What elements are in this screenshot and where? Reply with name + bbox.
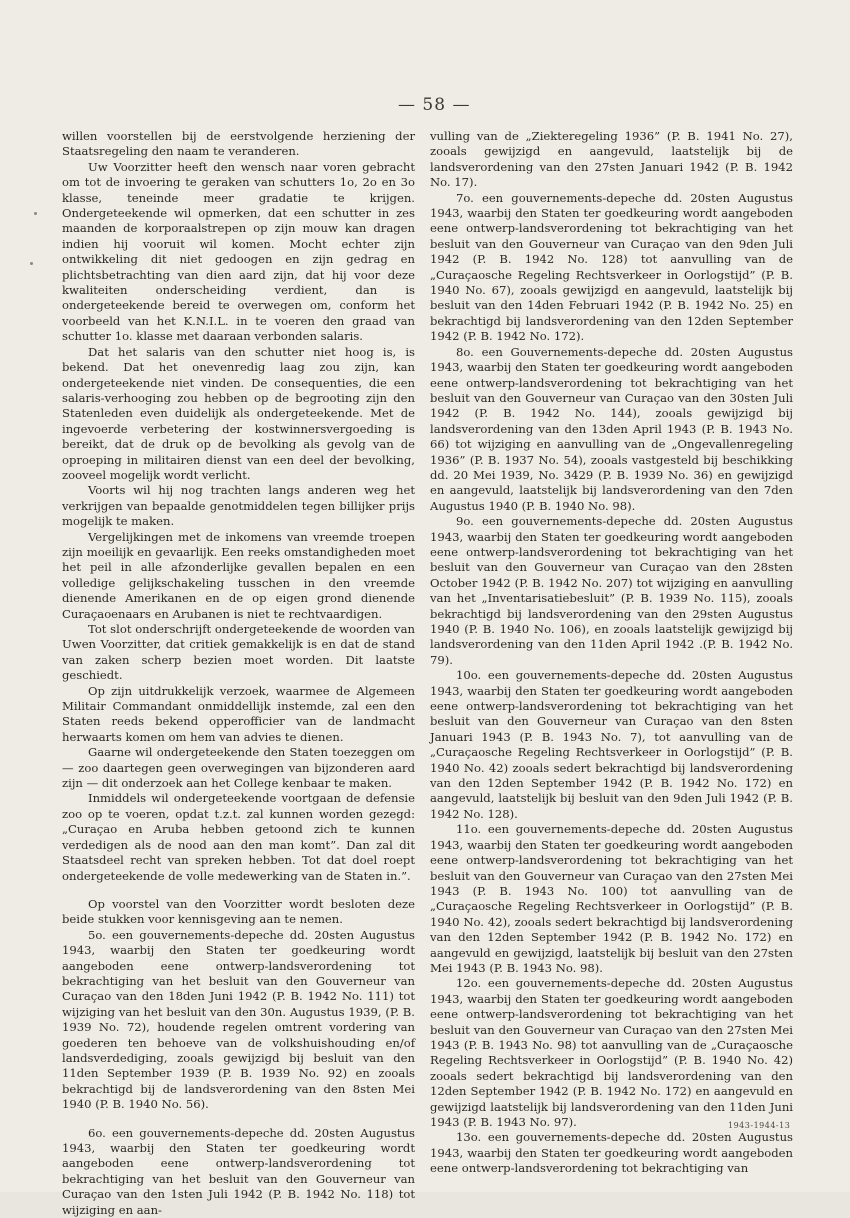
left-text-column bbox=[62, 129, 415, 1217]
paragraph: 9o. een gouvernements-depeche dd. 20sten Augustus 1943, waarbij den Staten ter goedkeuring wordt aangeboden eene ontwerp-landsverordening tot bekrachtiging van het besluit van den Gouverneur van Curaçao van den 28sten October 1942 (P. B. 1942 No. 207) tot wijziging en aanvulling van het „Inventarisatiebesluit” (P. B. 1939 No. 115), zooals bekrachtigd bij landsverordening van den 29sten Augustus 1940 (P. B. 1940 No. 106), en zooals laatstelijk gewijzigd bij landsverordening van den 11den April 1942 .(P. B. 1942 No. 79). bbox=[430, 514, 793, 667]
archive-footer-note: 1943-1944-13 bbox=[728, 1121, 791, 1130]
paragraph: 8o. een Gouvernements-depeche dd. 20sten Augustus 1943, waarbij den Staten ter goedkeuring wordt aangeboden eene ontwerp-landsverordening tot bekrachtiging van het besluit van den Gouverneur van Curaçao van den 30sten Juli 1942 (P. B. 1942 No. 144), zooals gewijzigd bij landsverordening van den 13den April 1943 (P. B. 1943 No. 66) tot wijziging en aanvulling van de „Ongevallenregeling 1936” (P. B. 1937 No. 54), zooals vastgesteld bij beschikking dd. 20 Mei 1939, No. 3429 (P. B. 1939 No. 36) en gewijzigd en aangevuld, laatstelijk bij landsverordening van den 7den Augustus 1940 (P. B. 1940 No. 98). bbox=[430, 344, 793, 513]
punch-mark bbox=[30, 262, 33, 265]
paragraph: Uw Voorzitter heeft den wensch naar voren gebracht om tot de invoering te geraken van schutters 1o, 2o en 3o klasse, teneinde meer gradatie te krijgen. Ondergeteekende wil opmerken, dat een schutter in zes maanden de korporaalstrepen op zijn mouw kan dragen indien hij vooruit wil komen. Mocht echter zijn ontwikkeling dit niet gedoogen en zijn gedrag en plichtsbetrachting van dien aard zijn, dat hij voor deze kwaliteiten onderscheiding verdient, dan is ondergeteekende bereid te overwegen om, conform het voorbeeld van het K.N.I.L. in te voeren den graad van schutter 1o. klasse met daaraan verbonden salaris. bbox=[62, 159, 415, 344]
paragraph: Op voorstel van den Voorzitter wordt besloten deze beide stukken voor kennisgeving aan te nemen. bbox=[62, 896, 415, 927]
punch-mark bbox=[34, 212, 37, 215]
paragraph: Inmiddels wil ondergeteekende voortgaan de defensie zoo op te voeren, opdat t.z.t. zal kunnen worden gezegd: „Curaçao en Aruba hebben getoond zich te kunnen verdedigen als de nood aan den man komt”. Dan zal dit Staatsdeel recht van spreken hebben. Tot dat doel roept ondergeteekende de volle medewerking van de Staten in.”. bbox=[62, 791, 415, 883]
paragraph: Vergelijkingen met de inkomens van vreemde troepen zijn moeilijk en gevaarlijk. Een reeks omstandigheden moet het peil in alle afzonderlijke gevallen bepalen en een volledige gelijkschakeling tusschen in den vreemde dienende Amerikanen en de op eigen grond dienende Curaçaoenaars en Arubanen is niet te rechtvaardigen. bbox=[62, 529, 415, 621]
paragraph: 5o. een gouvernements-depeche dd. 20sten Augustus 1943, waarbij den Staten ter goedkeuring wordt aangeboden eene ontwerp-landsverordening tot bekrachtiging van het besluit van den Gouverneur van Curaçao van den 18den Juni 1942 (P. B. 1942 No. 111) tot wijziging van het besluit van den 30n. Augustus 1939, (P. B. 1939 No. 72), houdende regelen omtrent vordering van goederen ten behoeve van de volkshuishouding en/of landsverdediging, zooals gewijzigd bij besluit van den 11den September 1939 (P. B. 1939 No. 92) en zooals bekrachtigd bij de landsverordening van den 8sten Mei 1940 (P. B. 1940 No. 56). bbox=[62, 927, 415, 1112]
paragraph: 13o. een gouvernements-depeche dd. 20sten Augustus 1943, waarbij den Staten ter goedkeuring wordt aangeboden eene ontwerp-landsverordening tot bekrachtiging van bbox=[430, 1130, 793, 1176]
paragraph: 11o. een gouvernements-depeche dd. 20sten Augustus 1943, waarbij den Staten ter goedkeuring wordt aangeboden eene ontwerp-landsverordening tot bekrachtiging van het besluit van den Gouverneur van Curaçao van den 27sten Mei 1943 (P. B. 1943 No. 100) tot aanvulling van de „Curaçaosche Regeling Rechtsverkeer in Oorlogstijd” (P. B. 1940 No. 42), zooals sedert bekrachtigd bij landsverordening van den 12den September 1942 (P. B. 1942 No. 172) en aangevuld en gewijzigd, laatstelijk bij besluit van den 27sten Mei 1943 (P. B. 1943 No. 98). bbox=[430, 822, 793, 975]
paragraph: willen voorstellen bij de eerstvolgende herziening der Staatsregeling den naam te veranderen. bbox=[62, 129, 415, 159]
paragraph: 12o. een gouvernements-depeche dd. 20sten Augustus 1943, waarbij den Staten ter goedkeuring wordt aangeboden eene ontwerp-landsverordening tot bekrachtiging van het besluit van den Gouverneur van Curaçao van den 27sten Mei 1943 (P. B. 1943 No. 98) tot aanvulling van de „Curaçaosche Regeling Rechtsverkeer in Oorlogstijd” (P. B. 1940 No. 42) zooals sedert bekrachtigd bij landsverordening van den 12den September 1942 (P. B. 1942 No. 172) en aangevuld en gewijzigd laatstelijk bij landsverordening van den 11den Juni 1943 (P. B. 1943 No. 97). bbox=[430, 976, 793, 1129]
page-number: — 58 — bbox=[398, 95, 471, 115]
paragraph: Tot slot onderschrijft ondergeteekende de woorden van Uwen Voorzitter, dat critiek gemakkelijk is en dat de stand van zaken scherp bezien moet worden. Dit laatste geschiedt. bbox=[62, 622, 415, 683]
paragraph: Dat het salaris van den schutter niet hoog is, is bekend. Dat het onevenredig laag zou zijn, kan ondergeteekende niet vinden. De consequenties, die een salaris-verhooging zou hebben op de begrooting zijn den Statenleden even duidelijk als ondergeteekende. Met de ingevoerde verbetering der kostwinnersvergoeding is bereikt, dat de druk op de bevolking als gevolg van de oproeping in militairen dienst van een deel der bevolking, zooveel mogelijk wordt verlicht. bbox=[62, 344, 415, 482]
paragraph: 6o. een gouvernements-depeche dd. 20sten Augustus 1943, waarbij den Staten ter goedkeuring wordt aangeboden eene ontwerp-landsverordening tot bekrachtiging van het besluit van den Gouverneur van Curaçao van den 1sten Juli 1942 (P. B. 1942 No. 118) tot wijziging en aan- bbox=[62, 1125, 415, 1217]
paragraph: 10o. een gouvernements-depeche dd. 20sten Augustus 1943, waarbij den Staten ter goedkeuring wordt aangeboden eene ontwerp-landsverordening tot bekrachtiging van het besluit van den Gouverneur van Curaçao van den 8sten Januari 1943 (P. B. 1943 No. 7), tot aanvulling van de „Curaçaosche Regeling Rechtsverkeer in Oorlogstijd” (P. B. 1940 No. 42) zooals sedert bekrachtigd bij landsverordening van den 12den September 1942 (P. B. 1942 No. 172) en aangevuld, laatstelijk bij besluit van den 9den Juli 1942 (P. B. 1942 No. 128). bbox=[430, 668, 793, 821]
paragraph: Op zijn uitdrukkelijk verzoek, waarmee de Algemeen Militair Commandant onmiddellijk instemde, zal een den Staten reeds bekend opperofficier van de landmacht herwaarts komen om hem van advies te dienen. bbox=[62, 683, 415, 744]
paragraph: vulling van de „Ziekteregeling 1936” (P. B. 1941 No. 27), zooals gewijzigd en aangevuld, laatstelijk bij de landsverordening van den 27sten Januari 1942 (P. B. 1942 No. 17). bbox=[430, 129, 793, 190]
paragraph: 7o. een gouvernements-depeche dd. 20sten Augustus 1943, waarbij den Staten ter goedkeuring wordt aangeboden eene ontwerp-landsverordening tot bekrachtiging van het besluit van den Gouverneur van Curaçao van den 9den Juli 1942 (P. B. 1942 No. 128) tot aanvulling van de „Curaçaosche Regeling Rechtsverkeer in Oorlogstijd” (P. B. 1940 No. 67), zooals gewijzigd en aangevuld, laatstelijk bij besluit van den 14den Februari 1942 (P. B. 1942 No. 25) en bekrachtigd bij landsverordening van den 12den September 1942 (P. B. 1942 No. 172). bbox=[430, 190, 793, 344]
right-text-column bbox=[430, 129, 793, 1176]
paragraph: Gaarne wil ondergeteekende den Staten toezeggen om — zoo daartegen geen overwegingen van bijzonderen aard zijn — dit onderzoek aan het College kenbaar te maken. bbox=[62, 745, 415, 791]
paragraph: Voorts wil hij nog trachten langs anderen weg het verkrijgen van bepaalde genotmiddelen tegen billijker prijs mogelijk te maken. bbox=[62, 483, 415, 529]
